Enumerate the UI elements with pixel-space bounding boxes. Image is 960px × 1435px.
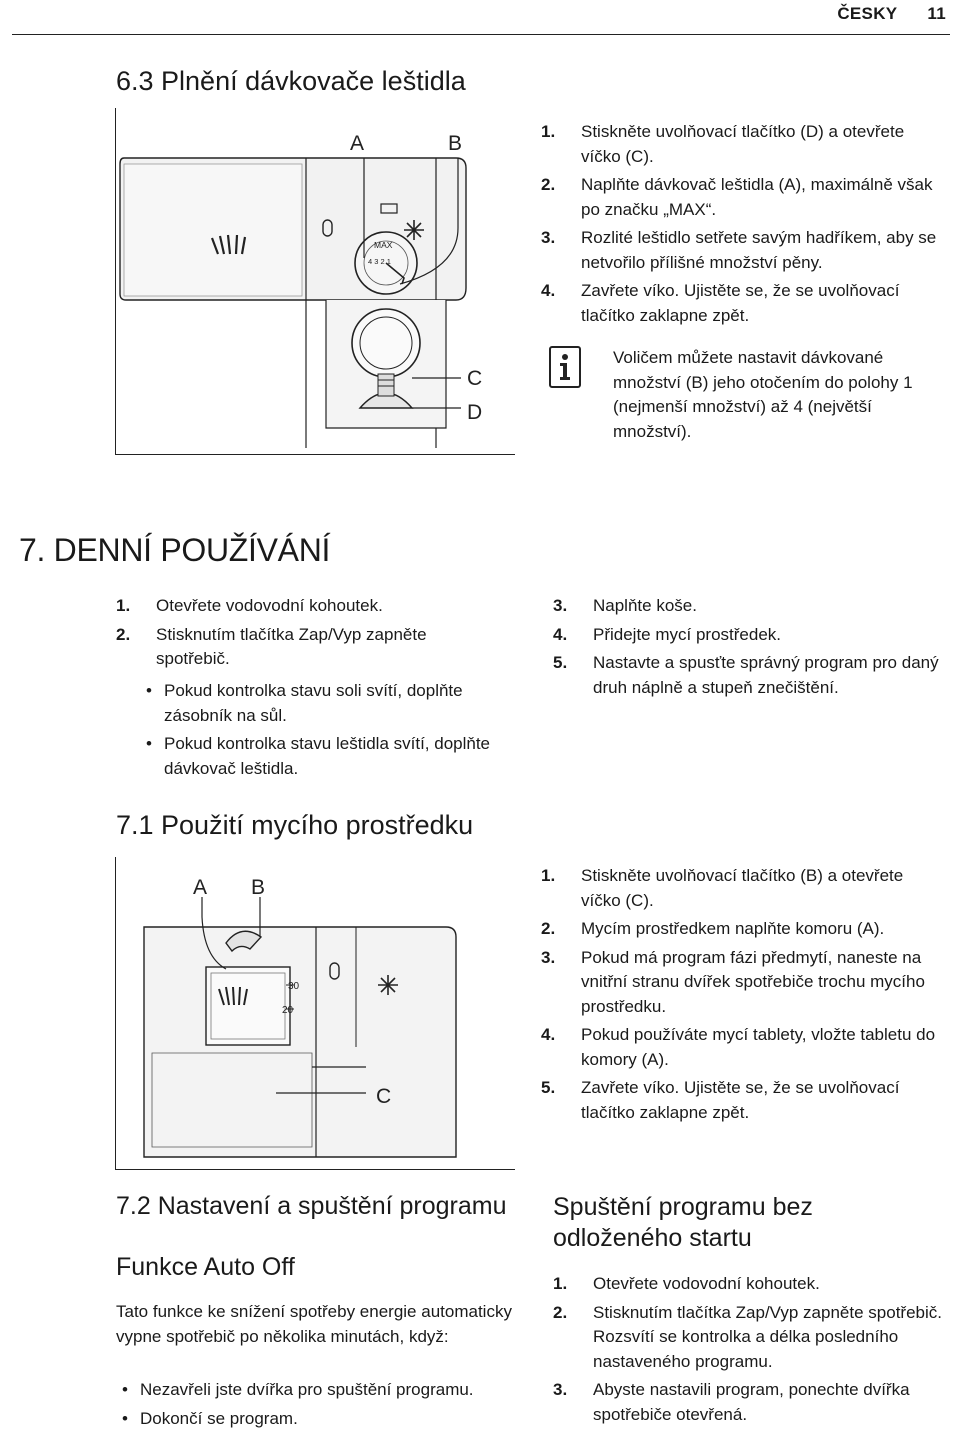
- page-header: [837, 4, 946, 24]
- header-rule: [12, 34, 950, 35]
- steps-7-1: [541, 864, 943, 1129]
- section-title-7-1: 7.1 Použití mycího prostředku: [116, 810, 474, 840]
- bullets-7: [140, 679, 506, 785]
- rinse-aid-symbol-icon: [378, 975, 398, 995]
- info-icon: [549, 346, 581, 388]
- list-item: 4. Pokud používáte mycí tablety, vložte tabletu do komory (A).: [541, 1025, 936, 1069]
- list-item: 3. Naplňte koše.: [553, 596, 697, 615]
- list-item: • Dokončí se program.: [116, 1407, 521, 1432]
- list-item: 1. Stiskněte uvolňovací tlačítko (D) a otevřete víčko (C).: [541, 122, 905, 166]
- callout-d: D: [467, 401, 483, 424]
- start-without-delay-title: Spuštění programu bez odloženého startu: [553, 1193, 813, 1252]
- steps-6-3: [541, 120, 941, 332]
- callout-b: B: [251, 876, 266, 899]
- detergent-compartment-a: [206, 967, 290, 1045]
- steps-7-right: [553, 594, 953, 704]
- list-item: 3. Pokud má program fázi předmytí, naneste na vnitřní stranu dvířek spotřebiče trochu mycího prostředku.: [541, 947, 925, 1016]
- list-item: 2. Stisknutím tlačítka Zap/Vyp zapněte spotřebič. Rozsvítí se kontrolka a délka posledního nastaveného programu.: [553, 1302, 942, 1371]
- detergent-dispenser-illustration: [116, 857, 516, 1170]
- page-number: 11: [927, 4, 946, 23]
- list-item: 2. Mycím prostředkem naplňte komoru (A).: [541, 919, 885, 938]
- callout-a: A: [350, 132, 365, 155]
- level-mark-30: 30: [288, 981, 300, 992]
- auto-off-paragraph: Tato funkce ke snížení spotřeby energie automaticky vypne spotřebič po několika minutách, když:: [116, 1302, 512, 1346]
- list-item: • Pokud kontrolka stavu leštidla svítí, doplňte dávkovač leštidla.: [140, 732, 506, 781]
- list-item: 1. Otevřete vodovodní kohoutek.: [553, 1274, 820, 1293]
- bullets-7-2: [116, 1378, 521, 1435]
- language-label: ČESKY: [837, 4, 898, 23]
- dial-max-label: MAX: [374, 240, 393, 250]
- callout-a: A: [193, 876, 208, 899]
- subtitle-auto-off: Funkce Auto Off: [116, 1253, 295, 1281]
- list-item: 3. Rozlité leštidlo setřete savým hadříkem, aby se netvořilo přílišné množství pěny.: [541, 228, 937, 272]
- steps-start-without-delay: [553, 1272, 943, 1431]
- list-item: 1. Otevřete vodovodní kohoutek.: [116, 596, 383, 615]
- list-item: 4. Zavřete víko. Ujistěte se, že se uvolňovací tlačítko zaklapne zpět.: [541, 281, 900, 325]
- level-mark-20: 20: [282, 1005, 294, 1016]
- section-title-7: 7. DENNÍ POUŽÍVÁNÍ: [19, 532, 331, 568]
- list-item: • Pokud kontrolka stavu soli svítí, doplňte zásobník na sůl.: [140, 679, 506, 728]
- rinse-aid-dispenser-illustration: [116, 108, 516, 455]
- section-title-7-2: 7.2 Nastavení a spuštění programu: [116, 1192, 507, 1220]
- list-item: 5. Zavřete víko. Ujistěte se, že se uvolňovací tlačítko zaklapne zpět.: [541, 1078, 900, 1122]
- detergent-dispenser-figure: [115, 857, 515, 1170]
- callout-c: C: [376, 1085, 392, 1108]
- section-title-6-3: 6.3 Plnění dávkovače leštidla: [116, 66, 466, 96]
- list-item: 3. Abyste nastavili program, ponechte dvířka spotřebiče otevřená.: [553, 1380, 910, 1424]
- list-item: 5. Nastavte a spusťte správný program pro daný druh náplně a stupeň znečištění.: [553, 653, 939, 697]
- rinse-aid-dispenser-figure: [115, 108, 515, 455]
- dial-scale-label: 4 3 2 1: [368, 257, 391, 266]
- list-item: 1. Stiskněte uvolňovací tlačítko (B) a otevřete víčko (C).: [541, 866, 904, 910]
- list-item: 2. Naplňte dávkovač leštidla (A), maximálně však po značku „MAX“.: [541, 175, 933, 219]
- list-item: • Nezavřeli jste dvířka pro spuštění programu.: [116, 1378, 521, 1403]
- callout-c: C: [467, 367, 483, 390]
- rinse-aid-cap: [352, 309, 420, 377]
- list-item: 2. Stisknutím tlačítka Zap/Vyp zapněte spotřebič.: [116, 624, 427, 668]
- callout-b: B: [448, 132, 463, 155]
- info-note: Voličem můžete nastavit dávkované množství (B) jeho otočením do polohy 1 (nejmenší množství) až 4 (největší množství).: [613, 348, 913, 441]
- rinse-aid-symbol-icon: [404, 220, 424, 240]
- list-item: 4. Přidejte mycí prostředek.: [553, 624, 782, 644]
- steps-7-left: [116, 594, 516, 676]
